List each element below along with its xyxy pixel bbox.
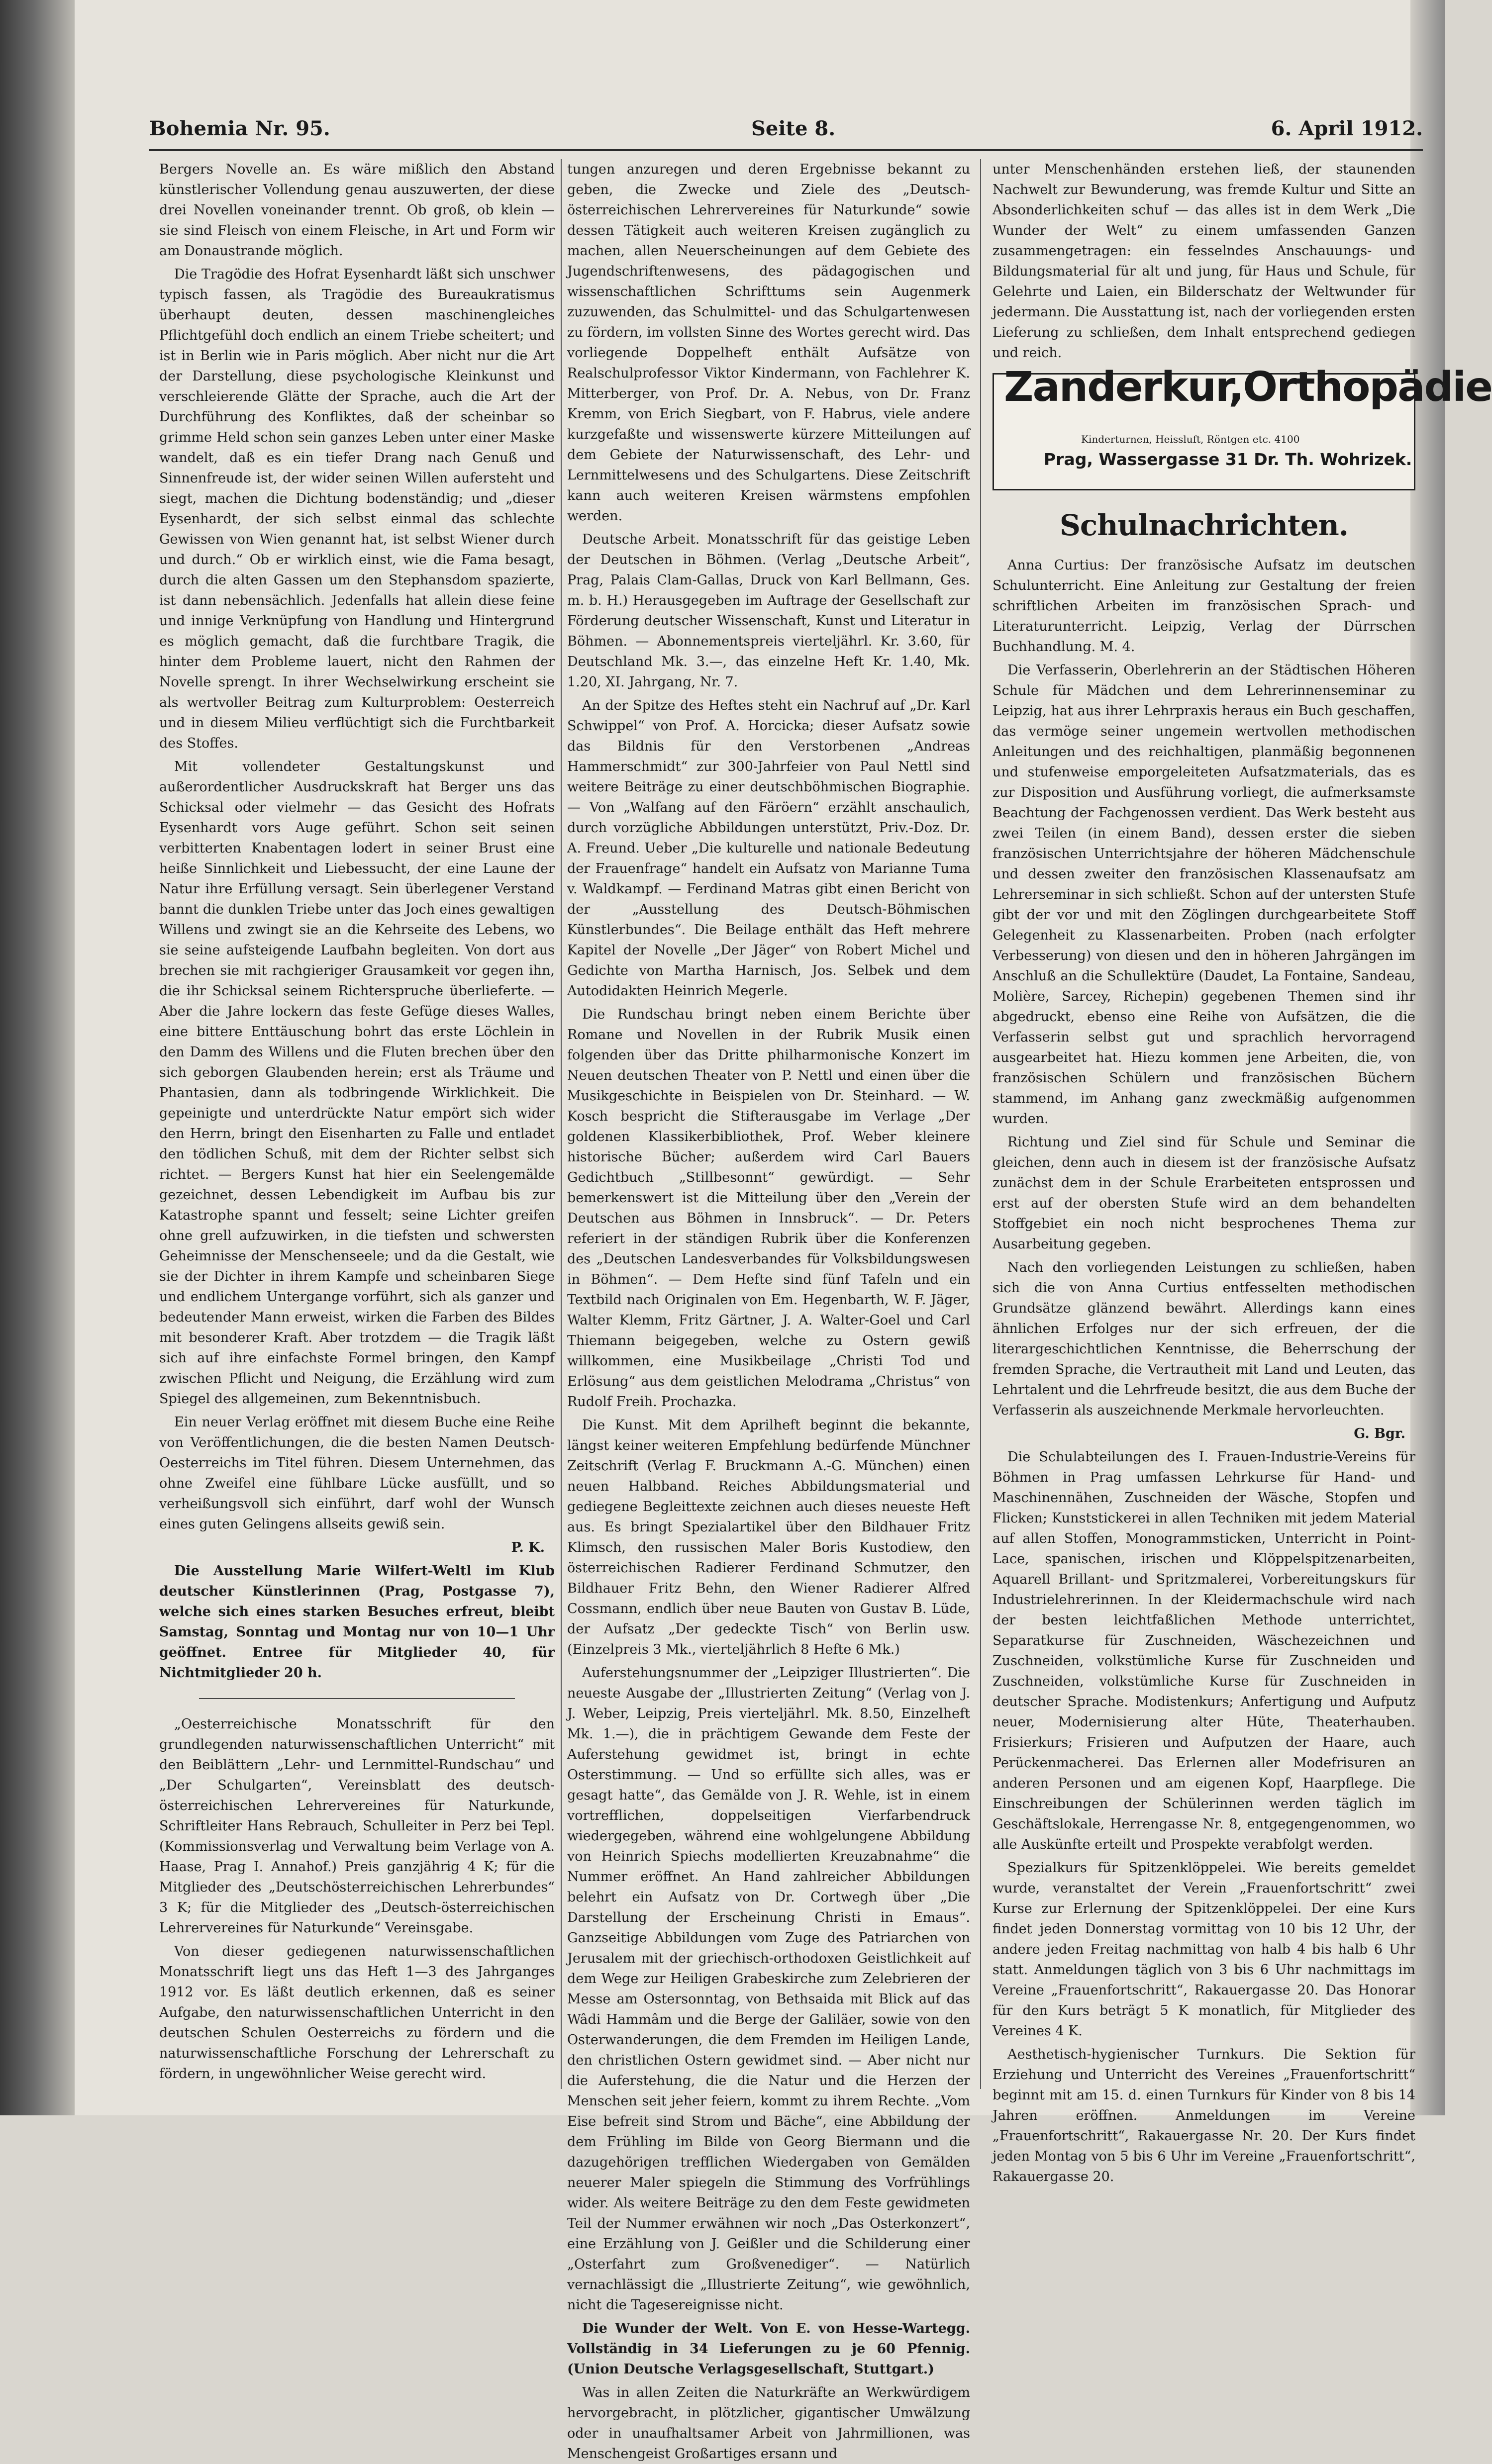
page-header [149, 112, 1423, 147]
author-signature: G. Bgr. [1354, 1426, 1405, 1441]
article-text: Richtung und Ziel sind für Schule und Seminar die gleichen, denn auch in diesem ist der französische Aufsatz zunächst dem in der Schule Erarbeiteten entsprossen und erst auf der obersten Stufe wird an dem behandelten Stoffgebiet ein noch nicht besprochenes Thema zur Ausarbeitung gegeben. [993, 1135, 1415, 1252]
review-wunder-der-welt: Die Wunder der Welt. Von E. von Hesse-Wartegg. Vollständig in 34 Lieferungen zu je 60 Pfennig. (Union Deutsche Verlagsgesellschaft, Stuttgart.) [567, 2321, 970, 2377]
article-text: Von dieser gediegenen naturwissenschaftlichen Monatsschrift liegt uns das Heft 1—3 des Jahrganges 1912 vor. Es läßt deutlich erkennen, daß es seiner Aufgabe, den naturwissenschaftlichen Unterricht in den deutschen Schulen Oesterreichs zu fördern und die naturwissenschaftliche Forschung der Lehrerschaft zu fördern, in ungewöhnlicher Weise gerecht wird. [159, 1944, 555, 2082]
notice-monatsschrift: „Oesterreichische Monatsschrift für den grundlegenden naturwissenschaftlichen Unterricht“ mit den Beiblättern „Lehr- und Lernmittel-Rundschau“ und „Der Schulgarten“, Vereinsblatt des deutsch-österreichischen Lehrervereines für Naturkunde, Schriftleiter Hans Rebrauch, Schulleiter in Perz bei Tepl. (Kommissionsverlag und Verwaltung beim Verlage von A. Haase, Prag I. Annahof.) Preis ganzjährig 4 K; für die Mitglieder des „Deutschösterreichischen Lehrerbundes“ 3 K; für die Mitglieder des „Deutsch-österreichischen Lehrervereines für Naturkunde“ Vereinsgabe. [159, 1716, 555, 1936]
separator [199, 1698, 515, 1699]
notice-turnkurs: Aesthetisch-hygienischer Turnkurs. Die Sektion für Erziehung und Unterricht des Vereines „Frauenfortschritt“ beginnt mit am 15. d. einen Turnkurs für Kinder von 8 bis 14 Jahren eröffnen. Anmeldungen im Vereine „Frauenfortschritt“, Rakauergasse Nr. 20. Der Kurs findet jeden Montag von 5 bis 6 Uhr im Vereine „Frauenfortschritt“, Rakauergasse 20. [993, 2047, 1415, 2184]
page-number: Seite 8. [751, 117, 836, 140]
book-review-title: Anna Curtius: Der französische Aufsatz im deutschen Schulunterricht. Eine Anleitung zur Gestaltung der freien schriftlichen Arbeiten im französischen Sprach- und Literaturunterricht. Leipzig, Verlag der Dürrschen Buchhandlung. M. 4. [993, 558, 1415, 655]
ad-services: Kinderturnen, Heissluft, Röntgen etc. 4100 [1081, 433, 1300, 445]
article-text: unter Menschenhänden erstehen ließ, der staunenden Nachwelt zur Bewunderung, was fremde Kultur und Sitte an Absonderlichkeiten schuf — das alles ist in dem Werk „Die Wunder der Welt“ zu einem umfassenden Ganzen zusammengetragen: ein fesselndes Anschauungs- und Bildungsmaterial für alt und jung, für Haus und Schule, für Gelehrte und Laien, ein Bilderschatz der Weltwunder für jedermann. Die Ausstattung ist, nach der vorliegenden ersten Lieferung zu schließen, dem Inhalt entsprechend gediegen und reich. [993, 162, 1415, 361]
article-text: Die Verfasserin, Oberlehrerin an der Städtischen Höheren Schule für Mädchen und dem Lehrerinnenseminar zu Leipzig, hat aus ihrer Lehrpraxis heraus ein Buch geschaffen, das vermöge seiner ungemein wertvollen methodischen Anleitungen und des reichhaltigen, planmäßig begonnenen und stufenweise emporgeleiteten Aufsatzmaterials, das es zur Disposition und Ausführung vorliegt, die aufmerksamste Beachtung der Fachgenossen verdient. Das Werk besteht aus zwei Teilen (in einem Band), dessen erster die sieben französischen Unterrichtsjahre der höheren Mädchenschule und dessen zweiter den französischen Klassenaufsatz am Lehrerseminar in sich schließt. Schon auf der untersten Stufe gibt der vor und mit den Zöglingen durchgearbeitete Stoff Gelegenheit zu Klassenarbeiten. Proben (nach erfolgter Verbesserung) von diesen und den in höheren Jahrgängen im Anschluß an die Schullektüre (Daudet, La Fontaine, Sandeau, Molière, Sarcey, Richepin) gegebenen Themen sind ihr abgedruckt, ebenso eine Reihe von Aufsätzen, die die Verfasserin selbst gut und sprachlich hervorragend ausgearbeitet hat. Hiezu kommen jene Arbeiten, die, von französischen Schülern und französischen Büchern stammend, im Anhang ganz zweckmäßig aufgenommen wurden. [993, 663, 1415, 1127]
column-divider [561, 159, 562, 2089]
article-text: Die Tragödie des Hofrat Eysenhardt läßt sich unschwer typisch fassen, als Tragödie des Bureaukratismus überhaupt deuten, dessen maschinengleiches Pflichtgefühl doch endlich an einem Triebe scheitert; und ist in Berlin wie in Paris möglich. Aber nicht nur die Art der Darstellung, diese psychologische Kleinkunst und verschleierende Glätte der Sprache, auch die Art der Durchführung des Konfliktes, daß der scheinbar so grimme Held schon sein ganzes Leben unter einer Maske wandelt, daß es ein tiefer Drang nach Genuß und Sinnenfreude ist, der wider seinen Willen aufersteht und siegt, machen die Dichtung bodenständig; und „dieser Eysenhardt, der sich selbst einmal das schlechte Gewissen von Wien genannt hat, ist selbst Wiener durch und durch.“ Ob er wirklich einst, wie die Fama besagt, durch die alten Gassen um den Stephansdom spazierte, ist dann nebensächlich. Jedenfalls hat allein diese feine und innige Verknüpfung von Handlung und Hintergrund es möglich gemacht, daß die furchtbare Tragik, die hinter dem Probleme lauert, nicht den Rahmen der Novelle sprengt. In ihrer Wechselwirkung erscheint sie als wertvoller Beitrag zum Kulturproblem: Oesterreich und in diesem Milieu verflüchtigt sich die Furchtbarkeit des Stoffes. [159, 267, 555, 751]
author-signature: P. K. [511, 1540, 545, 1555]
review-die-kunst: Die Kunst. Mit dem Aprilheft beginnt die bekannte, längst keiner weiteren Empfehlung bedürfende Münchner Zeitschrift (Verlag F. Bruckmann A.-G. München) einen neuen Halbband. Reiches Abbildungsmaterial und gediegene Begleittexte zeichnen auch dieses neueste Heft aus. Es bringt Spezialartikel über den Bildhauer Fritz Klimsch, den russischen Maler Boris Kustodiew, den österreichischen Radierer Ferdinand Schmutzer, den Bildhauer Fritz Behn, den Wiener Radierer Alfred Cossmann, endlich über neue Bauten von Gustav B. Lüde, der Aufsatz „Der gedeckte Tisch“ von Berlin usw. (Einzelpreis 3 Mk., vierteljährlich 8 Hefte 6 Mk.) [567, 1418, 970, 1657]
ad-address: Prag, Wassergasse 31 Dr. Th. Wohrizek. [1044, 450, 1412, 469]
notice-exhibition: Die Ausstellung Marie Wilfert-Weltl im Klub deutscher Künstlerinnen (Prag, Postgasse 7), welche sich eines starken Besuches erfreut, bleibt Samstag, Sonntag und Montag nur von 10—1 Uhr geöffnet. Entree für Mitglieder 40, für Nichtmitglieder 20 h. [159, 1563, 555, 1681]
page-edge [1410, 0, 1445, 2115]
article-text: Mit vollendeter Gestaltungskunst und außerordentlicher Ausdruckskraft hat Berger uns das Schicksal oder vielmehr — das Gesicht des Hofrats Eysenhardt vors Auge geführt. Schon seit seinen verbitterten Knabentagen lodert in seiner Brust eine heiße Sinnlichkeit und Liebessucht, der eine Laune der Natur ihre Erfüllung versagt. Sein überlegener Verstand bannt die dunklen Triebe unter das Joch eines gewaltigen Willens und zwingt sie an die Kehrseite des Lebens, wo sie seine aufsteigende Laufbahn begleiten. Von dort aus brechen sie mit rachgieriger Grausamkeit vor gegen ihn, die ihr Schicksal seinem Richterspruche überlieferte. — Aber die Jahre lockern das feste Gefüge dieses Walles, eine bittere Enttäuschung bohrt das erste Löchlein in den Damm des Willens und die Fluten brechen über den sich geborgen Glaubenden herein; erst als Träume und Phantasien, dann als todbringende Wirklichkeit. Die gepeinigte und unterdrückte Natur empört sich wider den Herrn, bringt den Eisenharten zu Falle und entladet den tödlichen Schuß, mit dem der Richter selbst sich richtet. — Bergers Kunst hat hier ein Seelengemälde gezeichnet, dessen Lebendigkeit im Aufbau bis zur Katastrophe spannt und fesselt; seine Lichter greifen ohne grell aufzuwirken, in die tiefsten und schwersten Geheimnisse der Menschenseele; und da die Gestalt, wie sie der Dichter in ihrem Kampfe und scheinbaren Siege und endlichem Untergange vorführt, sich als ganzer und bedeutender Mann erweist, wirken die Farben des Bildes mit besonderer Kraft. Aber trotzdem — die Tragik läßt sich auf ihre einfachste Formel bringen, den Kampf zwischen Pflicht und Neigung, die Erzählung wird zum Spiegel des allgemeinen, zum Bekenntnisbuch. [159, 759, 555, 1407]
notice-spitzenkloeppelei: Spezialkurs für Spitzenklöppelei. Wie bereits gemeldet wurde, veranstaltet der Verein „Frauenfortschritt“ zwei Kurse zur Erlernung der Spitzenklöppelei. Der eine Kurs findet jeden Donnerstag vormittag von 10 bis 12 Uhr, der andere jeden Freitag nachmittag von halb 4 bis halb 6 Uhr statt. Anmeldungen täglich von 3 bis 6 Uhr nachmittags im Vereine „Frauenfortschritt“, Rakauergasse 20. Das Honorar für den Kurs beträgt 5 K monatlich, für Mitglieder des Vereines 4 K. [993, 1860, 1415, 2039]
issue-number: Bohemia Nr. 95. [149, 117, 330, 140]
binding-shadow [0, 0, 75, 2115]
article-text: Die Rundschau bringt neben einem Berichte über Romane und Novellen in der Rubrik Musik einen folgenden über das Dritte philharmonische Konzert im Neuen deutschen Theater von P. Nettl und einen über die Musikgeschichte in Beispielen von Dr. Steinhard. — W. Kosch bespricht die Stifterausgabe im Verlage „Der goldenen Klassikerbibliothek, Prof. Weber kleinere historische Bücher; außerdem wird Carl Bauers Gedichtbuch „Stillbesonnt“ gewürdigt. — Sehr bemerkenswert ist die Mitteilung über den „Verein der Deutschen aus Böhmen in Innsbruck“. — Dr. Peters referiert in der ständigen Rubrik über die Konferenzen des „Deutschen Landesverbandes für Volksbildungswesen in Böhmen“. — Dem Hefte sind fünf Tafeln und ein Textbild nach Originalen von Em. Hegenbarth, W. F. Jäger, Walter Klemm, Fritz Gärtner, J. A. Walter-Goel und Carl Thiemann beigegeben, welche zu Ostern gewiß willkommen, eine Musikbeilage „Christi Tod und Erlösung“ aus dem geistlichen Melodrama „Christus“ von Rudolf Freih. Prochazka. [567, 1007, 970, 1410]
column-divider [980, 159, 981, 2089]
article-text: tungen anzuregen und deren Ergebnisse bekannt zu geben, die Zwecke und Ziele des „Deutsch-österreichischen Lehrervereines für Naturkunde“ sowie dessen Tätigkeit auch weiteren Kreisen zugänglich zu machen, allen Neuerscheinungen auf dem Gebiete des Jugendschriftenwesens, des pädagogischen und wissenschaftlichen Schrifttums sein Augenmerk zuzuwenden, das Schulmittel- und das Schulgartenwesen zu fördern, im vollsten Sinne des Wortes gerecht wird. Das vorliegende Doppelheft enthält Aufsätze von Realschulprofessor Viktor Kindermann, von Fachlehrer K. Mitterberger, von Prof. Dr. A. Nebus, von Dr. Franz Kremm, von Erich Siegbart, von F. Habrus, viele andere kurzgefaßte und wissenswerte kürzere Mitteilungen auf dem Gebiete der Naturwissenschaft, des Lehr- und Lernmittelwesens und des Schulgartens. Diese Zeitschrift kann auch weiteren Kreisen wärmstens empfohlen werden. [567, 162, 970, 524]
article-text: Ein neuer Verlag eröffnet mit diesem Buche eine Reihe von Veröffentlichungen, die die besten Namen Deutsch-Oesterreichs im Titel führen. Diesem Unternehmen, das ohne Zweifel eine fühlbare Lücke ausfüllt, und so verheißungsvoll sich einführt, darf wohl der Wunsch eines guten Gelingens allseits gewiß sein. [159, 1415, 555, 1532]
article-text: Bergers Novelle an. Es wäre mißlich den Abstand künstlerischer Vollendung genau auszuwerten, der diese drei Novellen voneinander trennt. Ob groß, ob klein — sie sind Fleisch von einem Fleische, in Art und Form wir am Donaustrande möglich. [159, 162, 555, 259]
ad-title: Zanderkur,Orthopädie [1004, 364, 1492, 411]
article-text: An der Spitze des Heftes steht ein Nachruf auf „Dr. Karl Schwippel“ von Prof. A. Horcicka; dieser Aufsatz sowie das Bildnis für den Verstorbenen „Andreas Hammerschmidt“ zur 300-Jahrfeier von Paul Nettl sind weitere Beiträge zu einer deutschböhmischen Biographie. — Von „Walfang auf den Färöern“ erzählt anschaulich, durch vorzügliche Abbildungen unterstützt, Priv.-Doz. Dr. A. Freund. Ueber „Die kulturelle und nationale Bedeutung der Frauenfrage“ handelt ein Aufsatz von Marianne Tuma v. Waldkampf. — Ferdinand Matras gibt einen Bericht von der „Ausstellung des Deutsch-Böhmischen Künstlerbundes“. Die Beilage enthält das Heft mehrere Kapitel der Novelle „Der Jäger“ von Robert Michel und Gedichte von Martha Harnisch, Jos. Selbek und dem Autodidakten Heinrich Megerle. [567, 698, 970, 999]
notice-frauen-industrie: Die Schulabteilungen des I. Frauen-Industrie-Vereins für Böhmen in Prag umfassen Lehrkurse für Hand- und Maschinennähen, Zuschneiden der Wäsche, Stopfen und Flicken; Kunststickerei in allen Techniken mit jedem Material auf allen Stoffen, Monogrammsticken, Unterricht in Point-Lace, spanischen, irischen und Klöppelspitzenarbeiten, Aquarell Brillant- und Spritzmalerei, Vorbereitungskurs für Industrielehrerinnen. In der Kleidermachschule wird nach der besten leichtfaßlichen Methode unterrichtet, Separatkurse für Zuschneiden, Wäschezeichnen und Zuschneiden, volkstümliche Kurse für Zuschneiden und Zuschneiden, volkstümliche Kurse für Zuschneiden in deutscher Sprache. Modistenkurs; Anfertigung und Aufputz neuer, Modernisierung alter Hüte, Theaterhauben. Frisierkurs; Frisieren und Aufputzen der Haare, auch Perückenmacherei. Das Erlernen aller Modefrisuren an anderen Personen und am eigenen Kopf, Haarpflege. Die Einschreibungen der Schülerinnen werden täglich im Geschäftslokale, Herrengasse Nr. 8, entgegengenommen, wo alle Auskünfte erteilt und Prospekte verabfolgt werden. [993, 1449, 1415, 1852]
review-deutsche-arbeit: Deutsche Arbeit. Monatsschrift für das geistige Leben der Deutschen in Böhmen. (Verlag „Deutsche Arbeit“, Prag, Palais Clam-Gallas, Druck von Karl Bellmann, Ges. m. b. H.) Herausgegeben im Auftrage der Gesellschaft zur Förderung deutscher Wissenschaft, Kunst und Literatur in Böhmen. — Abonnementspreis vierteljährl. Kr. 3.60, für Deutschland Mk. 3.—, das einzelne Heft Kr. 1.40, Mk. 1.20, XI. Jahrgang, Nr. 7. [567, 532, 970, 690]
issue-date: 6. April 1912. [1271, 117, 1423, 140]
article-text: Was in allen Zeiten die Naturkräfte an Werkwürdigem hervorgebracht, in plötzlicher, gigantischer Umwälzung oder in unaufhaltsamer Arbeit von Jahrmillionen, was Menschengeist Großartiges ersann und [567, 2385, 970, 2462]
article-text: Nach den vorliegenden Leistungen zu schließen, haben sich die von Anna Curtius entfesselten methodischen Grundsätze glänzend bewährt. Allerdings kann eines ähnlichen Erfolges nur der sich erfreuen, der die literargeschichtlichen Kenntnisse, die Beherrschung der fremden Sprache, die Vertrautheit mit Land und Leuten, das Lehrtalent und die Lehrfreude besitzt, die aus dem Buche der Verfasserin als auszeichnende Merkmale hervorleuchten. [993, 1260, 1415, 1418]
review-illustrierte-zeitung: Auferstehungsnummer der „Leipziger Illustrierten“. Die neueste Ausgabe der „Illustrierten Zeitung“ (Verlag von J. J. Weber, Leipzig, Preis vierteljährl. Mk. 8.50, Einzelheft Mk. 1.—), die in prächtigem Gewande dem Feste der Auferstehung gewidmet ist, bringt in echte Osterstimmung. — Und so erfüllte sich alles, was er gesagt hatte“, das Gemälde von J. R. Wehle, ist in einem vortrefflichen, doppelseitigen Vierfarbendruck wiedergegeben, während eine wohlgelungene Abbildung von Heinrich Spiechs modellierten Kreuzabnahme“ die Nummer eröffnet. An Hand zahlreicher Abbildungen belehrt ein Aufsatz von Dr. Cortwegh über „Die Darstellung der Erscheinung Christi in Emaus“. Ganzseitige Abbildungen vom Zuge des Patriarchen von Jerusalem mit der griechisch-orthodoxen Geistlichkeit auf dem Wege zur Heiligen Grabeskirche zum Zelebrieren der Messe am Ostersonntag, von Bethsaida mit Blick auf das Wâdi Hammâm und die Berge der Galiläer, sowie von den Osterwanderungen, die dem Fremden im Heiligen Lande, den christlichen Ostern gewidmet sind. — Aber nicht nur die Auferstehung, die die Natur und die Herzen der Menschen seit jeher feiern, kommt zu ihrem Rechte. „Vom Eise befreit sind Strom und Bäche“, eine Abbildung der dem Frühling im Bilde von Georg Biermann und die dazugehörigen trefflichen Wiedergaben von Gemälden neuerer Maler spiegeln die Stimmung des Vorfrühlings wider. Als weitere Beiträge zu den dem Feste gewidmeten Teil der Nummer erwähnen wir noch „Das Osterkonzert“, eine Erzählung von J. Geißler und die Schilderung einer „Osterfahrt zum Großvenediger“. — Natürlich vernachlässigt die „Illustrierte Zeitung“, wie gewöhnlich, nicht die Tagesereignisse nicht. [567, 1665, 970, 2313]
header-rule [149, 149, 1423, 151]
column-2 [567, 159, 970, 2462]
column-1 [159, 159, 555, 2089]
advertisement [993, 364, 1492, 490]
section-heading: Schulnachrichten. [1060, 508, 1348, 542]
column-3 [993, 159, 1492, 2184]
